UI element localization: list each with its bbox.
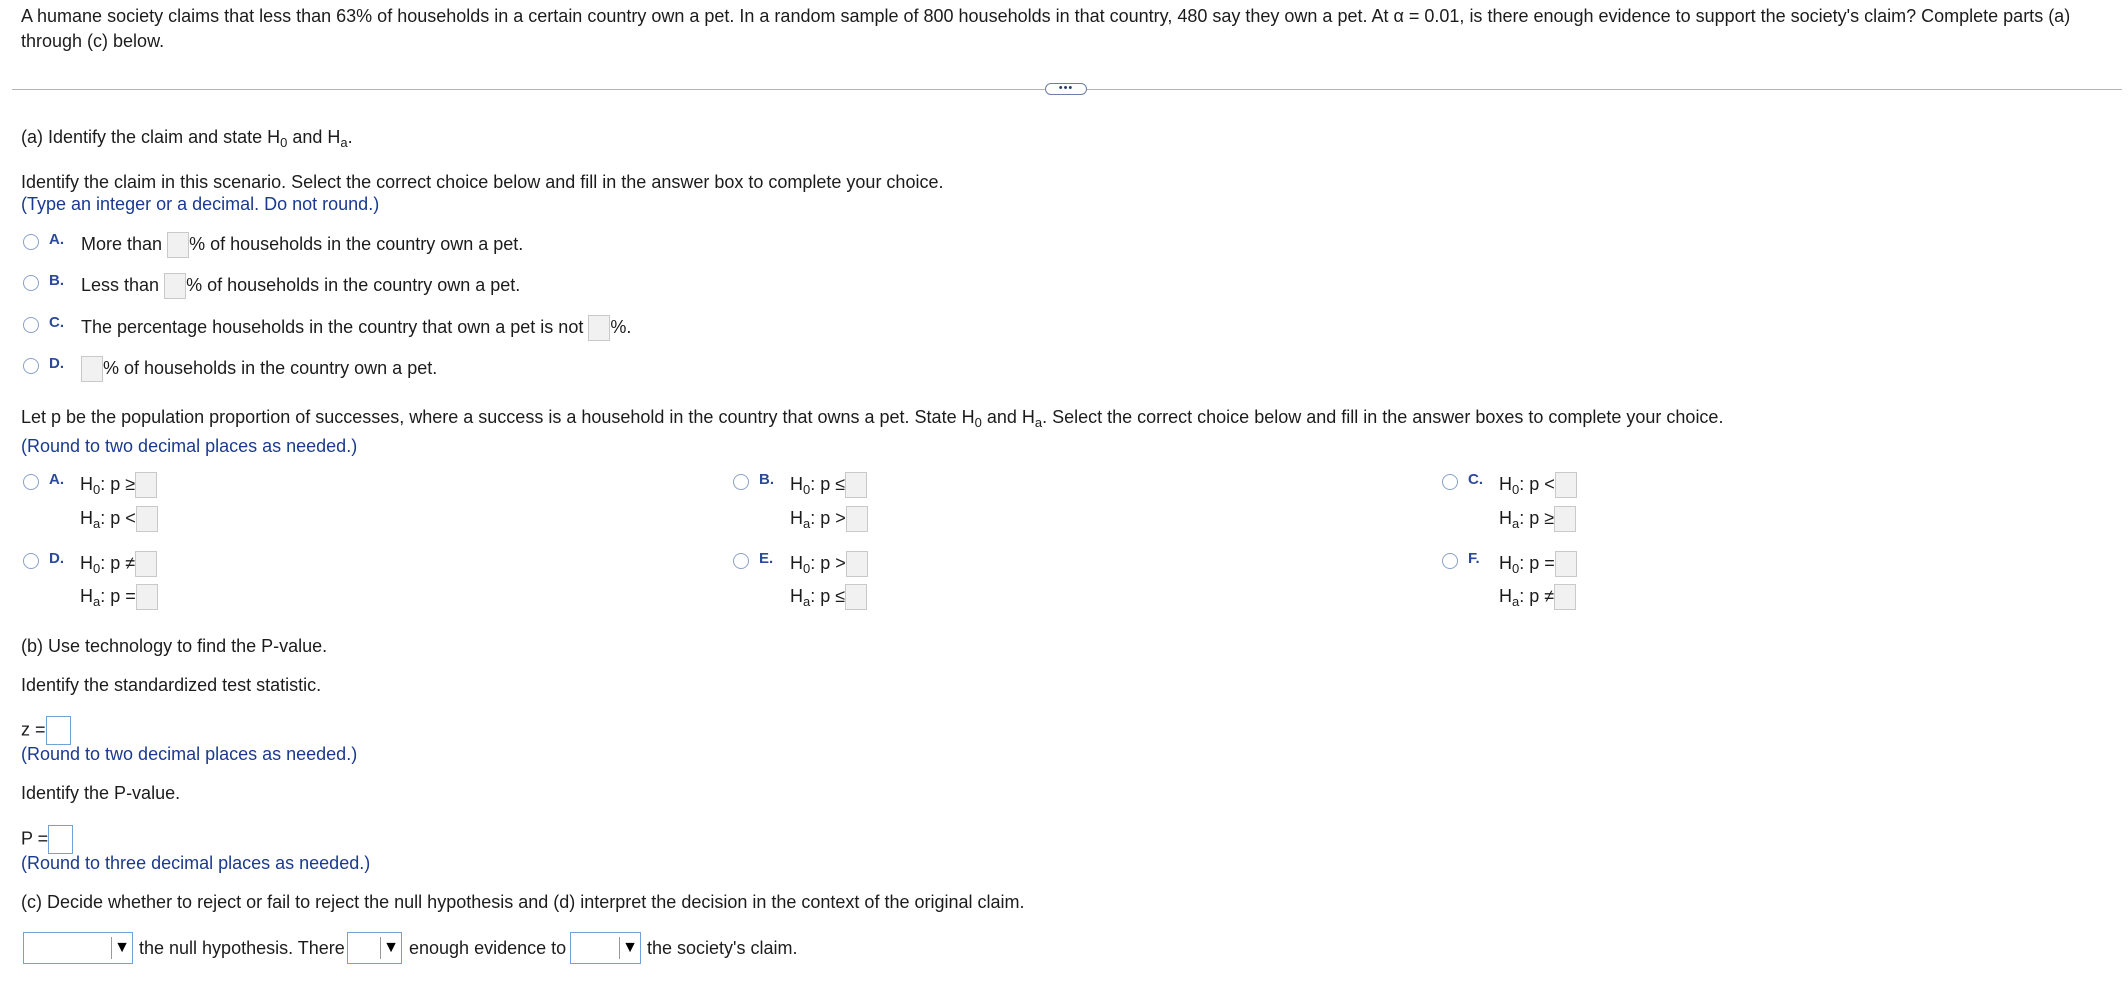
choice-letter: D. [49, 355, 64, 372]
choice-letter: C. [49, 314, 64, 331]
evidence-dropdown[interactable] [347, 932, 402, 964]
part-c-heading: (c) Decide whether to reject or fail to reject the null hypothesis and (d) interpret the decision in the context of the original claim. [21, 892, 1025, 912]
h-symbol: H [80, 508, 93, 528]
p-hint: (Round to three decimal places as needed.) [21, 853, 371, 873]
subscript-0: 0 [803, 561, 811, 576]
subscript-0: 0 [1512, 482, 1520, 497]
z-input[interactable] [46, 716, 71, 745]
ha-relation: p ≤ [820, 586, 846, 606]
h0-relation: p ≠ [110, 553, 136, 573]
choice-pre-text: The percentage households in the country that own a pet is not [81, 316, 584, 337]
subscript-a: a [1034, 415, 1043, 430]
h-symbol: H [1499, 553, 1512, 573]
p-value-input[interactable] [48, 825, 73, 854]
h0-line [80, 470, 157, 504]
part-a-heading [21, 127, 353, 150]
h-symbol: H [790, 508, 803, 528]
h0-line [1499, 470, 1577, 504]
h0-relation: p < [1529, 474, 1555, 494]
h0-line [1499, 549, 1577, 583]
h-symbol: H [80, 474, 93, 494]
part-a-heading-text: (a) Identify the claim and state H [21, 127, 281, 147]
subscript-a: a [803, 516, 811, 531]
ha-relation: p > [820, 508, 846, 528]
choice-letter: B. [759, 471, 774, 488]
colon: : [1519, 508, 1525, 528]
h-symbol: H [790, 474, 803, 494]
answer-box[interactable] [846, 551, 868, 577]
answer-box[interactable] [167, 232, 189, 258]
subscript-0: 0 [974, 415, 982, 430]
colon: : [100, 508, 106, 528]
p-prompt: Identify the P-value. [21, 783, 181, 803]
choice-pre-text: Less than [81, 274, 160, 295]
answer-box[interactable] [135, 551, 157, 577]
colon: : [1519, 586, 1525, 606]
h0-relation: p > [820, 553, 846, 573]
h0-line [790, 470, 867, 504]
colon: : [100, 474, 106, 494]
answer-box[interactable] [1555, 551, 1577, 577]
ha-relation: p ≥ [1529, 508, 1555, 528]
ha-line [790, 504, 868, 538]
claim-hint: (Type an integer or a decimal. Do not round.) [21, 194, 380, 214]
expand-button[interactable]: ••• [1045, 83, 1087, 95]
part-b-heading: (b) Use technology to find the P-value. [21, 636, 328, 656]
colon: : [810, 508, 816, 528]
radio-button[interactable] [733, 474, 749, 490]
h-symbol: H [80, 553, 93, 573]
ha-line [1499, 504, 1576, 538]
choice-letter: A. [49, 471, 64, 488]
h-symbol: H [1499, 474, 1512, 494]
p-answer-row [21, 825, 73, 854]
subscript-a: a [340, 135, 348, 150]
h-symbol: H [1499, 586, 1512, 606]
answer-box[interactable] [136, 584, 158, 610]
radio-button[interactable] [23, 553, 39, 569]
ha-relation: p = [110, 586, 136, 606]
subscript-a: a [1512, 516, 1520, 531]
hypothesis-prompt-text: Let p be the population proportion of successes, where a success is a household in the country that owns a pet. State H [21, 407, 975, 427]
answer-box[interactable] [845, 472, 867, 498]
colon: : [810, 586, 816, 606]
subscript-0: 0 [803, 482, 811, 497]
radio-button[interactable] [1442, 553, 1458, 569]
part-a-heading-and: and H [287, 127, 341, 147]
answer-box[interactable] [1554, 506, 1576, 532]
choice-text [81, 315, 631, 341]
radio-button[interactable] [23, 474, 39, 490]
z-hint: (Round to two decimal places as needed.) [21, 744, 358, 764]
h0-relation: p = [1529, 553, 1555, 573]
subscript-0: 0 [1512, 561, 1520, 576]
colon: : [1519, 474, 1525, 494]
h0-relation: p ≤ [820, 474, 846, 494]
problem-statement: A humane society claims that less than 63% of households in a certain country own a pet. In a random sample of 800 households in that country, 480 say they own a pet. At α = 0.01, is there enough evidence to support the society's claim? Complete parts (a) through (c) below. [21, 6, 2071, 51]
part-a-heading-end: . [347, 127, 353, 147]
hypothesis-hint: (Round to two decimal places as needed.) [21, 436, 358, 456]
chevron-down-icon: ▼ [380, 937, 399, 959]
choice-post-text: % of households in the country own a pet. [186, 274, 521, 295]
ha-line [790, 582, 867, 616]
choice-post-text: % of households in the country own a pet. [103, 357, 438, 378]
answer-box[interactable] [136, 506, 158, 532]
subscript-a: a [93, 594, 101, 609]
subscript-0: 0 [280, 135, 288, 150]
colon: : [100, 586, 106, 606]
hypothesis-prompt [21, 407, 1723, 430]
ha-relation: p ≠ [1529, 586, 1555, 606]
h-symbol: H [80, 586, 93, 606]
subscript-a: a [1512, 594, 1520, 609]
h0-relation: p ≥ [110, 474, 136, 494]
answer-box[interactable] [164, 273, 186, 299]
radio-button[interactable] [23, 358, 39, 374]
z-label: z = [21, 719, 46, 740]
subscript-0: 0 [93, 482, 101, 497]
choice-letter: E. [759, 550, 774, 567]
hypothesis-prompt-end: . Select the correct choice below and fill in the answer boxes to complete your choice. [1042, 407, 1724, 427]
reject-decision-dropdown[interactable] [23, 932, 133, 964]
hypothesis-prompt-and: and H [981, 407, 1035, 427]
colon: : [810, 474, 816, 494]
answer-box[interactable] [1554, 584, 1576, 610]
radio-button[interactable] [23, 317, 39, 333]
answer-box[interactable] [1555, 472, 1577, 498]
claim-text: the society's claim. [647, 938, 798, 958]
subscript-0: 0 [93, 561, 101, 576]
choice-post-text: %. [610, 316, 632, 337]
answer-box[interactable] [846, 506, 868, 532]
evidence-text: enough evidence to [409, 938, 567, 958]
choice-post-text: % of households in the country own a pet. [189, 233, 524, 254]
answer-box[interactable] [135, 472, 157, 498]
colon: : [100, 553, 106, 573]
h0-line [80, 549, 157, 583]
choice-letter: C. [1468, 471, 1483, 488]
radio-button[interactable] [23, 275, 39, 291]
chevron-down-icon: ▼ [111, 937, 130, 959]
h-symbol: H [790, 553, 803, 573]
ha-relation: p < [110, 508, 136, 528]
choice-pre-text: More than [81, 233, 163, 254]
answer-box[interactable] [845, 584, 867, 610]
decision-text: the null hypothesis. There [139, 938, 345, 958]
choice-letter: F. [1468, 550, 1480, 567]
ha-line [80, 582, 158, 616]
ha-line [1499, 582, 1576, 616]
ha-line [80, 504, 158, 538]
choice-text [81, 232, 523, 258]
choice-text [81, 356, 437, 382]
claim-prompt: Identify the claim in this scenario. Select the correct choice below and fill in the answer box to complete your choice. [21, 172, 944, 192]
choice-letter: D. [49, 550, 64, 567]
radio-button[interactable] [733, 553, 749, 569]
choice-text [81, 273, 520, 299]
radio-button[interactable] [23, 234, 39, 250]
z-answer-row [21, 716, 71, 745]
radio-button[interactable] [1442, 474, 1458, 490]
colon: : [810, 553, 816, 573]
subscript-a: a [93, 516, 101, 531]
subscript-a: a [803, 594, 811, 609]
colon: : [1519, 553, 1525, 573]
h0-line [790, 549, 868, 583]
h-symbol: H [790, 586, 803, 606]
choice-letter: B. [49, 272, 64, 289]
answer-box[interactable] [588, 315, 610, 341]
choice-letter: A. [49, 231, 64, 248]
answer-box[interactable] [81, 356, 103, 382]
chevron-down-icon: ▼ [619, 937, 638, 959]
h-symbol: H [1499, 508, 1512, 528]
z-prompt: Identify the standardized test statistic. [21, 675, 322, 695]
claim-action-dropdown[interactable] [570, 932, 641, 964]
p-label: P = [21, 828, 49, 849]
